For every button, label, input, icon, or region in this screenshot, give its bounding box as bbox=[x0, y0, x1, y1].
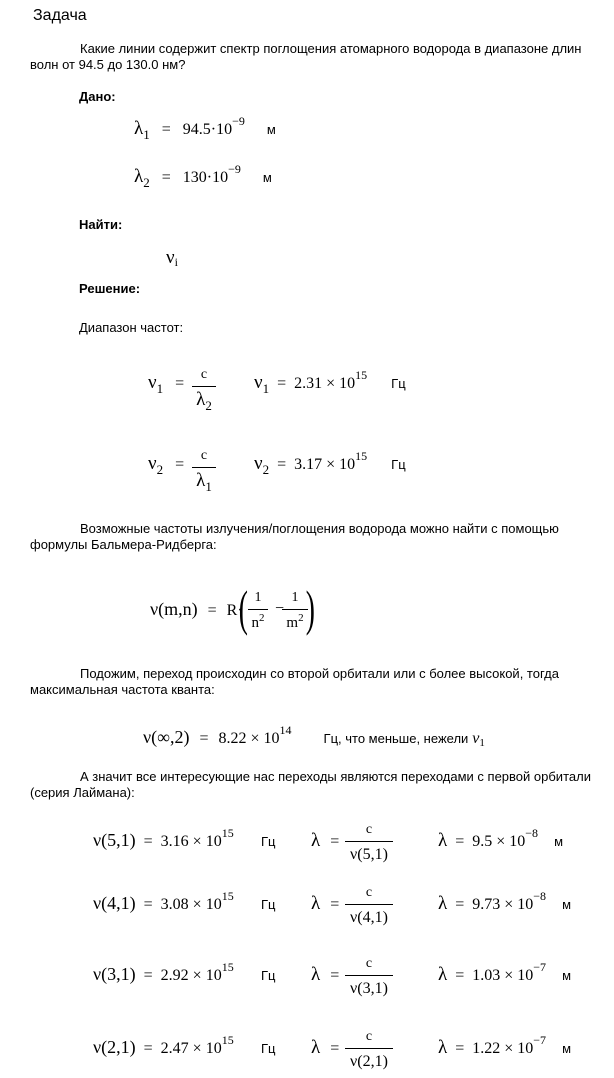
find-heading: Найти: bbox=[79, 217, 123, 232]
lyman-row-lambda: λ = bbox=[311, 893, 340, 914]
nu2-lhs: $\nu_2$ = bbox=[148, 453, 185, 477]
lyman-row-nu: $\nu(2,1) = 2.47 \times 10^{15}$ bbox=[93, 1033, 234, 1057]
lyman-row-nu: $\nu(5,1) = 3.16 \times 10^{15}$ bbox=[93, 826, 234, 850]
assumption-text: Подожим, переход происходин со второй орбитали или с более высокой, тогда максимальная частота кванта: bbox=[30, 666, 559, 697]
lyman-text: А значит все интересующие нас переходы являются переходами с первой орбитали (серия Лаймана): bbox=[30, 769, 591, 800]
find-variable: νi bbox=[166, 247, 178, 269]
nu1-result: $\nu_1 = 2.31 \times 10^{15}$ Гц bbox=[254, 368, 406, 396]
solution-heading: Решение: bbox=[79, 281, 141, 296]
balmer-minus: − bbox=[275, 600, 285, 617]
balmer-right-paren: ) bbox=[305, 580, 315, 636]
balmer-lhs: ν(m,n) = R· bbox=[150, 599, 243, 619]
max-frequency-equation: $\nu(\infty,2) = 8.22 \times 10^{14}$ Гц, что меньше, нежели ν1 bbox=[143, 723, 485, 749]
lyman-row-lambda: λ = bbox=[311, 830, 340, 851]
lyman-row-lambda-value: $\lambda = 1.22 \times 10^{-7}$ м bbox=[438, 1033, 571, 1058]
lyman-row-nu: $\nu(3,1) = 2.92 \times 10^{15}$ bbox=[93, 960, 234, 984]
lyman-row-unit: Гц bbox=[261, 897, 276, 912]
given-heading: Дано: bbox=[79, 89, 116, 104]
balmer-left-paren: ( bbox=[238, 580, 248, 636]
page-title: Задача bbox=[33, 7, 87, 24]
lyman-row-lambda-value: $\lambda = 1.03 \times 10^{-7}$ м bbox=[438, 960, 571, 985]
lyman-row-fraction: c ν(2,1) bbox=[345, 1029, 393, 1071]
lyman-row-unit: Гц bbox=[261, 1041, 276, 1056]
lyman-row-fraction: c ν(4,1) bbox=[345, 885, 393, 927]
balmer-term1: 1 $n^2$ bbox=[248, 590, 268, 633]
lyman-row-lambda: λ = bbox=[311, 964, 340, 985]
lyman-row-lambda: λ = bbox=[311, 1037, 340, 1058]
lyman-row-lambda-value: $\lambda = 9.73 \times 10^{-8}$ м bbox=[438, 889, 571, 914]
lyman-row-nu: $\nu(4,1) = 3.08 \times 10^{15}$ bbox=[93, 889, 234, 913]
nu1-lhs: $\nu_1$ = bbox=[148, 372, 185, 396]
frequency-range-text: Диапазон частот: bbox=[79, 320, 184, 335]
nu2-fraction: c $\lambda_1$ bbox=[192, 448, 216, 491]
balmer-term2: 1 $m^2$ bbox=[282, 590, 308, 633]
nu2-result: $\nu_2 = 3.17 \times 10^{15}$ Гц bbox=[254, 449, 406, 477]
lyman-row-fraction: c ν(3,1) bbox=[345, 956, 393, 998]
lyman-row-unit: Гц bbox=[261, 968, 276, 983]
balmer-text: Возможные частоты излучения/поглощения водорода можно найти с помощью формулы Бальмера-Ридберга: bbox=[30, 521, 559, 552]
lyman-row-fraction: c ν(5,1) bbox=[345, 822, 393, 864]
problem-text: Какие линии содержит спектр поглощения атомарного водорода в диапазоне длин волн от 94.5 до 130.0 нм? bbox=[30, 41, 582, 72]
lyman-row-unit: Гц bbox=[261, 834, 276, 849]
lambda2-equation: $\lambda_2 = 130\cdot 10^{-9}$ м bbox=[134, 162, 272, 190]
lyman-row-lambda-value: $\lambda = 9.5 \times 10^{-8}$ м bbox=[438, 826, 563, 851]
nu1-fraction: c $\lambda_2$ bbox=[192, 367, 216, 410]
lambda1-equation: $\lambda_1 = 94.5\cdot 10^{-9}$ м bbox=[134, 114, 276, 142]
